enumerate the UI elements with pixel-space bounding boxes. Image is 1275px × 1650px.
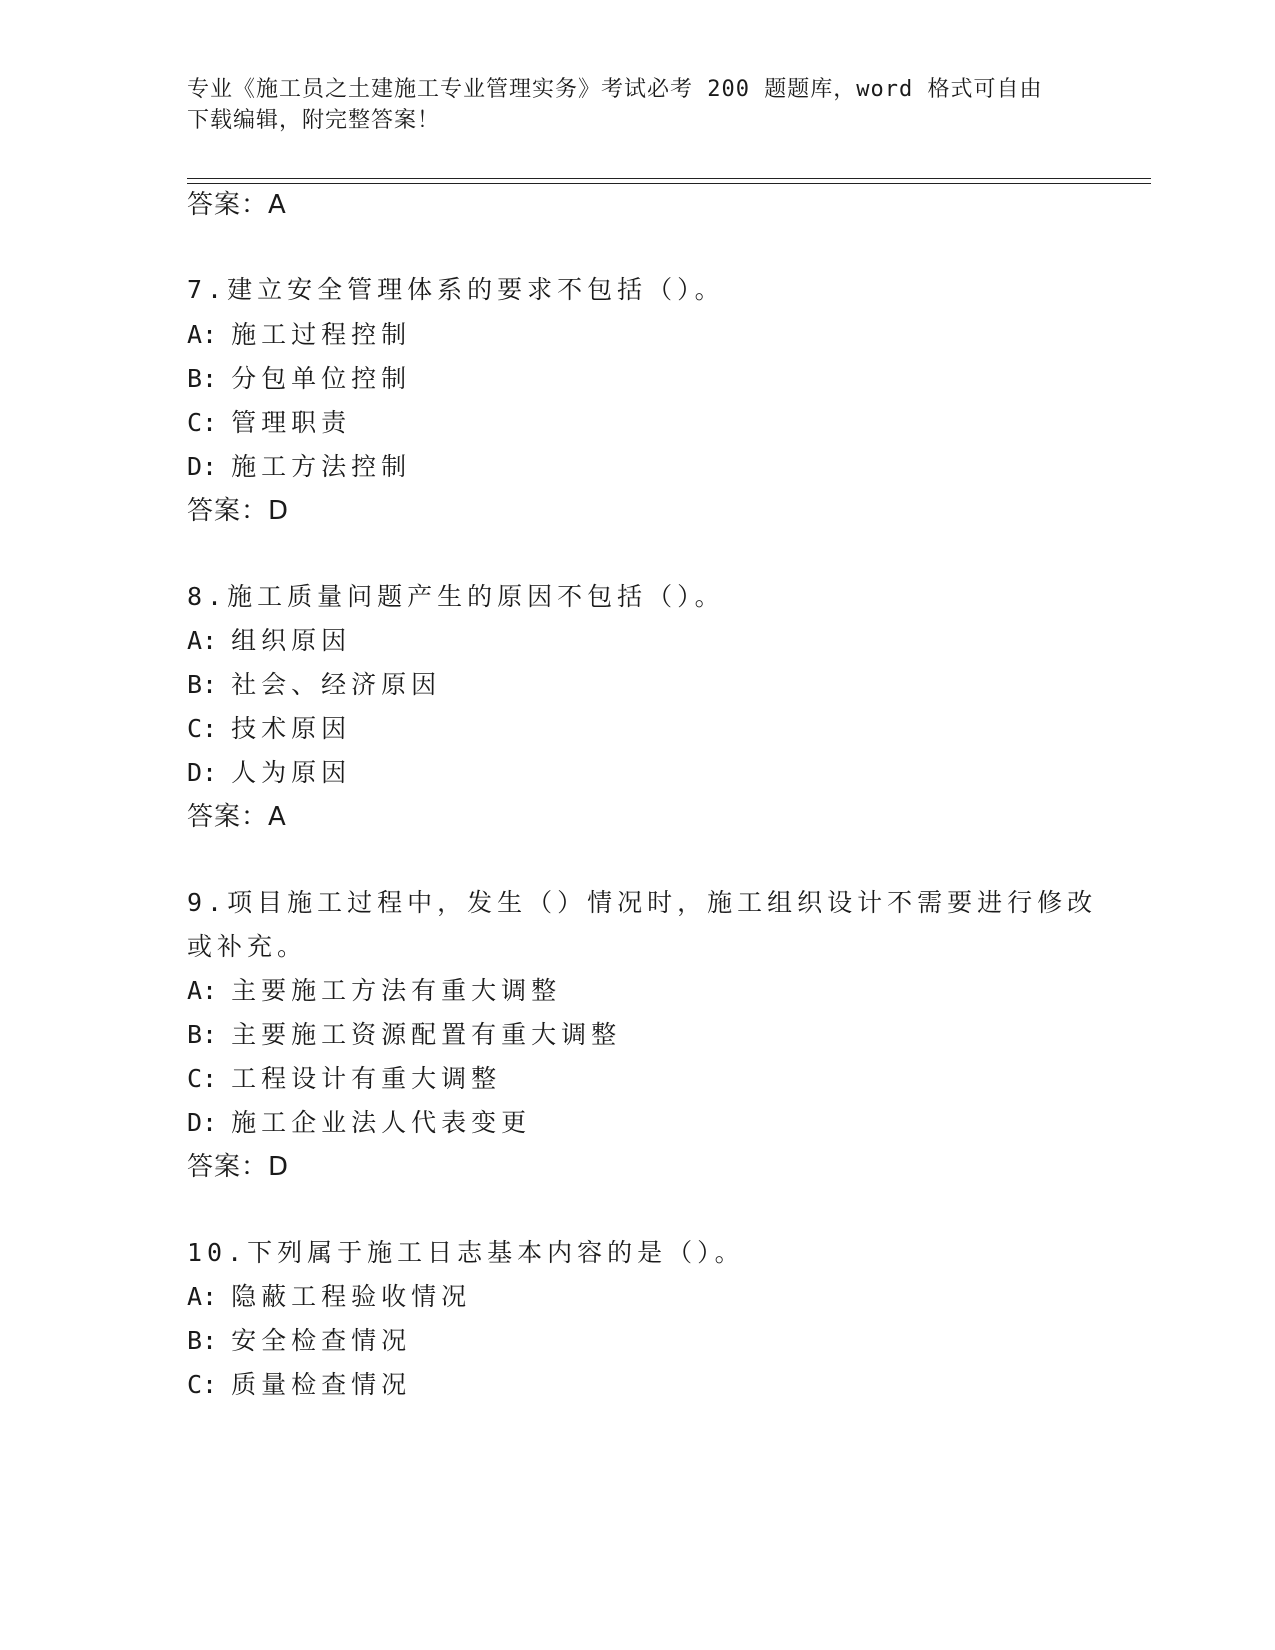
option-text: 安全检查情况 (231, 1326, 412, 1355)
option-key: C: (187, 1064, 218, 1093)
header-rule-top (187, 178, 1151, 179)
question-7-answer: 答案：D (187, 496, 290, 526)
option-key: A: (187, 320, 218, 349)
question-7-option-c (187, 408, 351, 438)
question-8-option-d (187, 758, 351, 788)
option-key: C: (187, 1370, 218, 1399)
option-key: A: (187, 1282, 218, 1311)
question-10-option-b (187, 1326, 411, 1356)
question-9-stem-line-1: 9.项目施工过程中，发生（）情况时，施工组织设计不需要进行修改 (187, 888, 1098, 917)
question-7-option-d (187, 452, 411, 482)
option-text: 主要施工方法有重大调整 (231, 976, 562, 1005)
header-line-1: 专业《施工员之土建施工专业管理实务》考试必考 200 题题库，word 格式可自由 (187, 77, 1043, 102)
question-7-option-b (187, 364, 411, 394)
option-key: A: (187, 976, 218, 1005)
question-7-option-a (187, 320, 411, 350)
option-text: 施工过程控制 (231, 320, 412, 349)
option-key: B: (187, 364, 218, 393)
question-8-option-a (187, 626, 351, 656)
option-text: 施工方法控制 (231, 452, 412, 481)
option-key: D: (187, 1108, 218, 1137)
question-9-option-c (187, 1064, 501, 1094)
question-9-answer: 答案：D (187, 1152, 290, 1182)
question-9-option-a (187, 976, 561, 1006)
header-line-2: 下载编辑，附完整答案！ (187, 108, 441, 133)
option-text: 人为原因 (231, 758, 352, 787)
question-8-answer: 答案：A (187, 802, 287, 832)
option-key: B: (187, 1020, 218, 1049)
option-text: 质量检查情况 (231, 1370, 412, 1399)
question-10-stem: 10.下列属于施工日志基本内容的是（）。 (187, 1238, 745, 1267)
option-text: 施工企业法人代表变更 (231, 1108, 532, 1137)
option-text: 技术原因 (231, 714, 352, 743)
question-9-stem-line-2: 或补充。 (187, 932, 308, 961)
option-key: D: (187, 452, 218, 481)
option-key: C: (187, 714, 218, 743)
option-text: 主要施工资源配置有重大调整 (231, 1020, 622, 1049)
option-text: 社会、经济原因 (231, 670, 442, 699)
question-9-option-b (187, 1020, 621, 1050)
option-key: A: (187, 626, 218, 655)
option-key: D: (187, 758, 218, 787)
question-7-stem: 7.建立安全管理体系的要求不包括（）。 (187, 275, 725, 304)
option-text: 分包单位控制 (231, 364, 412, 393)
option-text: 隐蔽工程验收情况 (231, 1282, 472, 1311)
option-key: C: (187, 408, 218, 437)
question-8-option-b (187, 670, 441, 700)
document-header (187, 74, 1067, 136)
question-10-option-a (187, 1282, 471, 1312)
header-rule-bottom (187, 183, 1151, 184)
question-8-stem: 8.施工质量问题产生的原因不包括（）。 (187, 582, 725, 611)
option-key: B: (187, 670, 218, 699)
previous-answer: 答案：A (187, 190, 287, 220)
question-9-option-d (187, 1108, 531, 1138)
option-key: B: (187, 1326, 218, 1355)
option-text: 工程设计有重大调整 (231, 1064, 502, 1093)
option-text: 组织原因 (231, 626, 352, 655)
question-8-option-c (187, 714, 351, 744)
option-text: 管理职责 (231, 408, 352, 437)
question-10-option-c (187, 1370, 411, 1400)
